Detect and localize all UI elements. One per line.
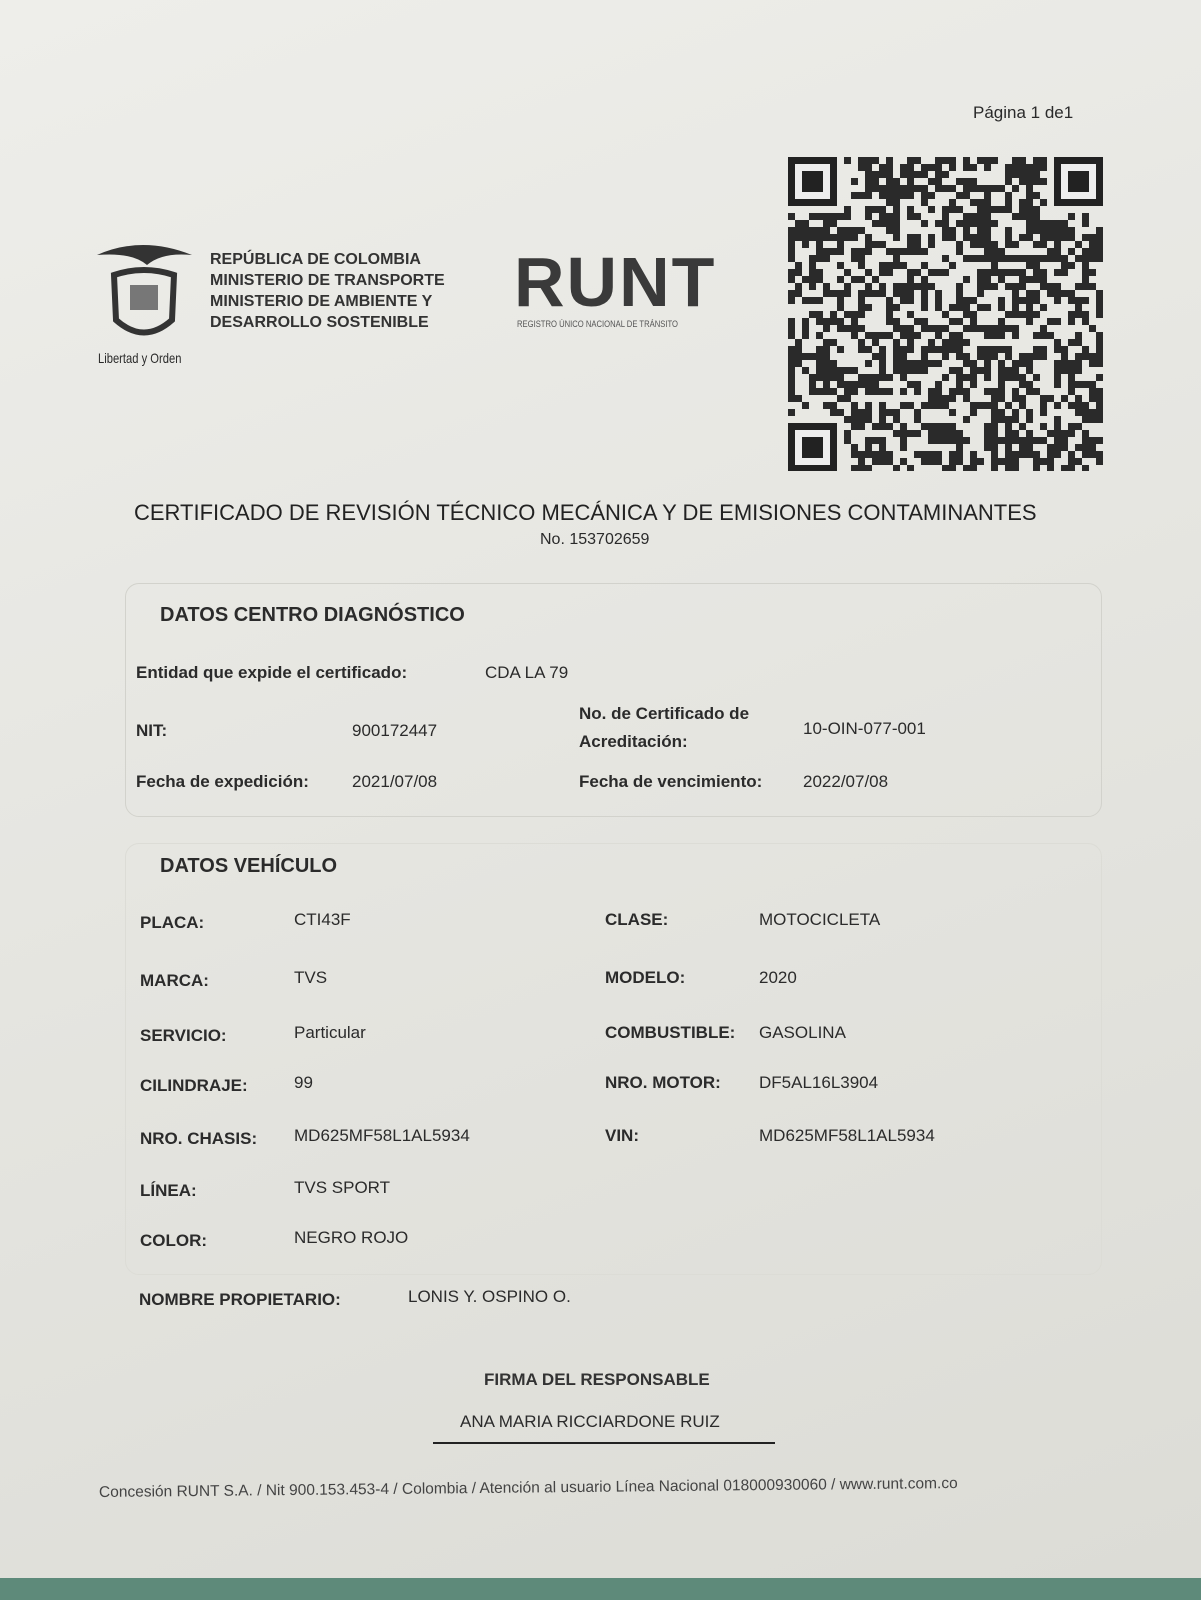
header-institutions (210, 249, 445, 333)
field-value: Particular (294, 1023, 366, 1042)
field-label: NRO. CHASIS: (140, 1129, 258, 1148)
signature-line (433, 1442, 775, 1444)
field-value: 10-OIN-077-001 (803, 719, 926, 738)
field-label: Entidad que expide el certificado: (136, 663, 408, 682)
certificate-title: CERTIFICADO DE REVISIÓN TÉCNICO MECÁNICA Y DE EMISIONES CONTAMINANTES (134, 500, 1037, 525)
field-label: COLOR: (140, 1231, 208, 1250)
field-value: TVS (294, 968, 328, 987)
page-number: Página 1 de1 (973, 103, 1074, 122)
field-label: VIN: (605, 1126, 639, 1145)
field-value: MD625MF58L1AL5934 (759, 1126, 935, 1145)
field-value: GASOLINA (759, 1023, 846, 1042)
field-value: 2022/07/08 (803, 772, 889, 791)
field-value: 99 (294, 1073, 313, 1092)
background-edge (0, 1578, 1201, 1600)
field-label: Acreditación: (579, 732, 688, 751)
section-heading: DATOS CENTRO DIAGNÓSTICO (160, 604, 465, 626)
header-line: DESARROLLO SOSTENIBLE (210, 314, 429, 331)
header-line: REPÚBLICA DE COLOMBIA (210, 251, 421, 268)
field-label: COMBUSTIBLE: (605, 1023, 736, 1042)
field-label: MODELO: (605, 968, 686, 987)
field-label: SERVICIO: (140, 1026, 227, 1045)
field-value: 900172447 (352, 721, 438, 740)
field-value: MOTOCICLETA (759, 910, 881, 929)
field-value: NEGRO ROJO (294, 1228, 409, 1247)
field-label: PLACA: (140, 913, 205, 932)
signature-label: FIRMA DEL RESPONSABLE (484, 1370, 710, 1389)
field-label: CLASE: (605, 910, 669, 929)
owner-name: LONIS Y. OSPINO O. (408, 1287, 571, 1306)
header-line: MINISTERIO DE AMBIENTE Y (210, 293, 433, 310)
field-value: CDA LA 79 (485, 663, 569, 682)
field-label: NRO. MOTOR: (605, 1073, 721, 1092)
motto: Libertad y Orden (98, 350, 182, 366)
field-value: 2020 (759, 968, 797, 987)
header-line: MINISTERIO DE TRANSPORTE (210, 272, 445, 289)
footer: Concesión RUNT S.A. / Nit 900.153.453-4 / Colombia / Atención al usuario Línea Nacional 018000930060 / www.runt.com.co (98, 1475, 958, 1501)
runt-logo: RUNT (514, 243, 717, 321)
field-label: Fecha de expedición: (136, 772, 309, 791)
field-value: DF5AL16L3904 (759, 1073, 879, 1092)
certificate-number: No. 153702659 (540, 531, 650, 548)
field-label: Fecha de vencimiento: (579, 772, 763, 791)
field-label: No. de Certificado de (579, 704, 750, 723)
field-label: LÍNEA: (140, 1181, 197, 1200)
field-value: CTI43F (294, 910, 351, 929)
field-value: 2021/07/08 (352, 772, 438, 791)
coat-of-arms-icon (92, 240, 197, 350)
field-value: MD625MF58L1AL5934 (294, 1126, 470, 1145)
field-label: MARCA: (140, 971, 209, 990)
field-label: NOMBRE PROPIETARIO: (139, 1290, 341, 1309)
signatory-name: ANA MARIA RICCIARDONE RUIZ (460, 1412, 720, 1431)
field-value: TVS SPORT (294, 1178, 391, 1197)
section-heading: DATOS VEHÍCULO (160, 855, 338, 877)
field-label: CILINDRAJE: (140, 1076, 248, 1095)
vehicle-section (125, 843, 1102, 1275)
qr-code (788, 157, 1104, 471)
runt-logo-subtitle: REGISTRO ÚNICO NACIONAL DE TRÁNSITO (517, 319, 678, 329)
field-label: NIT: (136, 721, 168, 740)
